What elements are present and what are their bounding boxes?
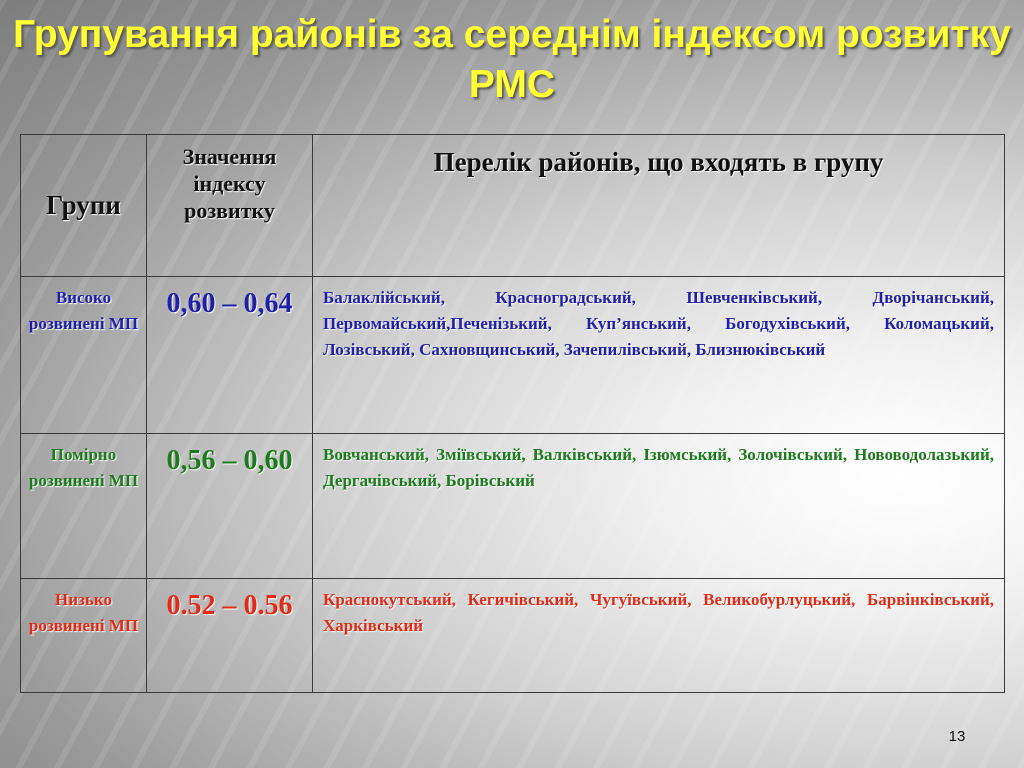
page-number: 13: [948, 728, 966, 745]
header-districts: Перелік районів, що входять в групу: [313, 135, 1005, 277]
group-high-label: Високо розвинені МП: [21, 277, 147, 434]
header-groups: Групи: [21, 135, 147, 277]
group-mid-districts: Вовчанський, Зміївський, Валківський, Ізюмський, Золочівський, Нововодолазький, Дергачівський, Борівський: [313, 434, 1005, 579]
group-high-value: 0,60 – 0,64: [147, 277, 313, 434]
group-high-districts: Балаклійський, Красноградський, Шевченківський, Дворічанський, Первомайський,Печенізький, Куп’янський, Богодухівський, Коломацький, Лозівський, Сахновщинський, Зачепилівський, Близнюківський: [313, 277, 1005, 434]
table-row: [21, 579, 1005, 693]
group-low-districts: Краснокутський, Кегичівський, Чугуївський, Великобурлуцький, Барвінківський, Харківський: [313, 579, 1005, 693]
group-low-value: 0.52 – 0.56: [147, 579, 313, 693]
slide-title: Групування районів за середнім індексом розвитку РМС: [13, 13, 1011, 106]
group-mid-value: 0,56 – 0,60: [147, 434, 313, 579]
group-mid-label: Помірно розвинені МП: [21, 434, 147, 579]
table-header-row: [21, 135, 1005, 277]
district-groups-table: [20, 134, 1005, 693]
header-index-value: Значення індексу розвитку: [147, 135, 313, 277]
table-row: [21, 277, 1005, 434]
table-row: [21, 434, 1005, 579]
group-low-label: Низько розвинені МП: [21, 579, 147, 693]
